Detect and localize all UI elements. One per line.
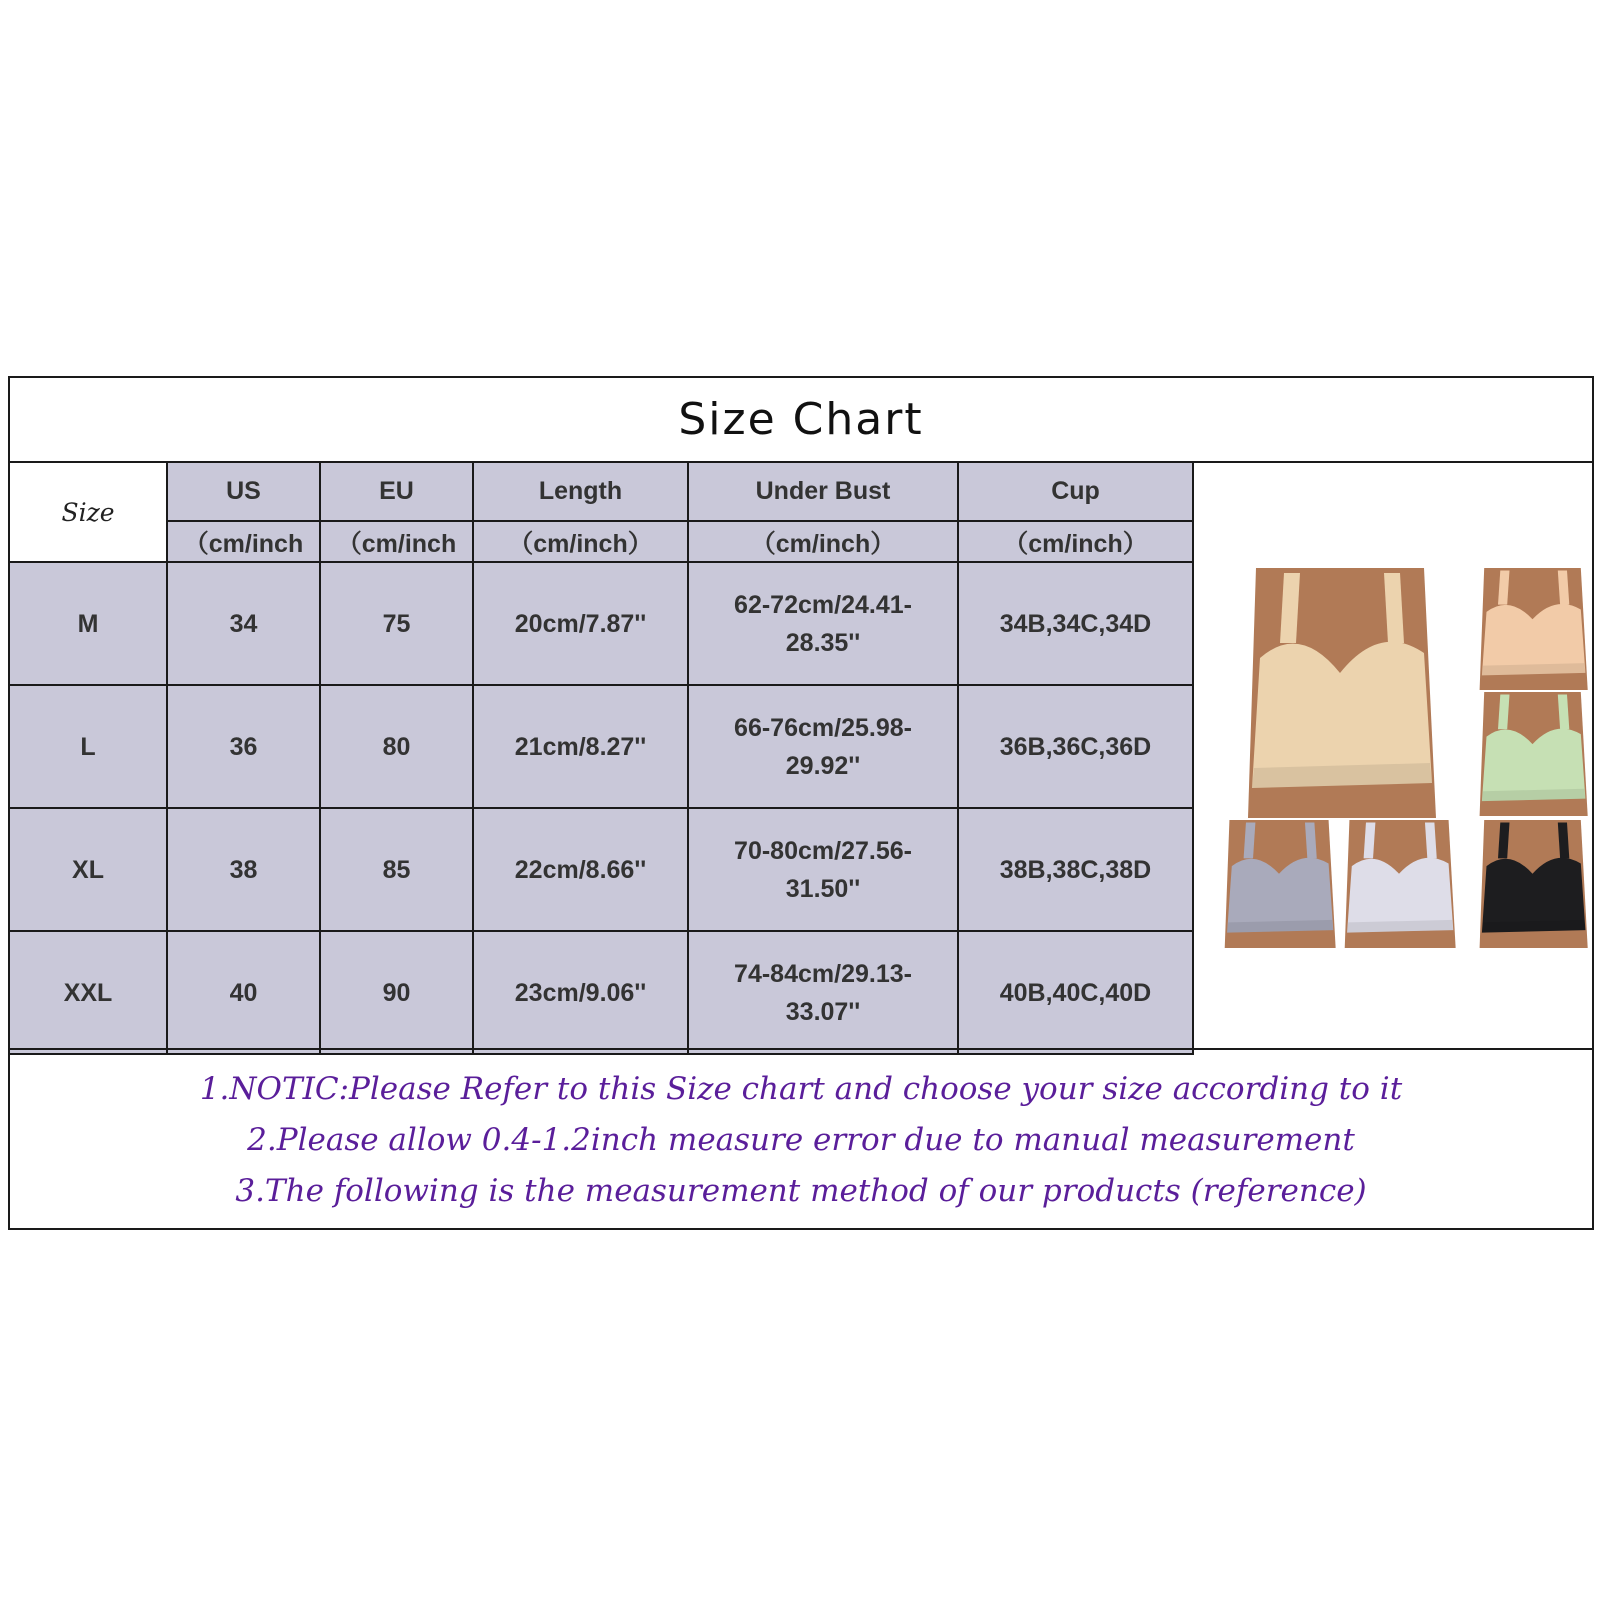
column-unit-cup: （cm/inch） — [958, 521, 1193, 562]
cell-size: M — [10, 562, 167, 685]
product-photo-grey — [1220, 820, 1338, 948]
cell-under-bust — [688, 931, 958, 1054]
product-photo-peach — [1475, 568, 1590, 690]
cell-cup: 40B,40C,40D — [958, 931, 1193, 1054]
cell-size: XXL — [10, 931, 167, 1054]
cell-eu: 90 — [320, 931, 473, 1054]
cell-under-bust — [688, 685, 958, 808]
cell-us: 38 — [167, 808, 320, 931]
bra-white-image — [1340, 820, 1458, 948]
column-unit-us: （cm/inch — [167, 521, 320, 562]
column-unit-eu: （cm/inch — [320, 521, 473, 562]
under-bust-line-2: 29.92'' — [785, 751, 861, 780]
under-bust-line-1: 66-76cm/25.98- — [734, 713, 912, 742]
cell-size: L — [10, 685, 167, 808]
bra-grey-image — [1220, 820, 1338, 948]
under-bust-line-2: 28.35'' — [785, 628, 861, 657]
table-header-row — [10, 463, 1193, 521]
cell-length: 21cm/8.27'' — [473, 685, 688, 808]
table-row — [10, 685, 1193, 808]
bra-black-image — [1475, 820, 1590, 948]
cell-length: 20cm/7.87'' — [473, 562, 688, 685]
note-line: 3.The following is the measurement method of our products (reference) — [235, 1172, 1367, 1209]
cell-us: 40 — [167, 931, 320, 1054]
under-bust-line-1: 74-84cm/29.13- — [734, 959, 912, 988]
cell-under-bust — [688, 808, 958, 931]
column-unit-under-bust: （cm/inch） — [688, 521, 958, 562]
bra-peach-image — [1475, 568, 1590, 690]
table-row — [10, 931, 1193, 1054]
product-photo-green — [1475, 692, 1590, 816]
bra-beige-image — [1240, 568, 1440, 818]
note-line: 1.NOTIC:Please Refer to this Size chart and choose your size according to it — [199, 1070, 1403, 1107]
table-row — [10, 808, 1193, 931]
column-header-length: Length — [473, 463, 688, 521]
size-table — [10, 463, 1194, 1055]
product-photo-collage — [1240, 568, 1590, 948]
column-header-under-bust: Under Bust — [688, 463, 958, 521]
size-column-header: Size — [10, 463, 167, 562]
product-photo-white — [1340, 820, 1458, 948]
cell-length: 22cm/8.66'' — [473, 808, 688, 931]
under-bust-line-2: 31.50'' — [785, 874, 861, 903]
table-row — [10, 562, 1193, 685]
page-title: Size Chart — [10, 378, 1592, 463]
cell-under-bust — [688, 562, 958, 685]
table-unit-row — [10, 521, 1193, 562]
product-photo-black — [1475, 820, 1590, 948]
cell-eu: 80 — [320, 685, 473, 808]
under-bust-line-2: 33.07'' — [785, 997, 861, 1026]
cell-length: 23cm/9.06'' — [473, 931, 688, 1054]
column-unit-length: （cm/inch） — [473, 521, 688, 562]
under-bust-line-1: 62-72cm/24.41- — [734, 590, 912, 619]
cell-cup: 36B,36C,36D — [958, 685, 1193, 808]
product-photo-beige — [1240, 568, 1440, 818]
cell-us: 34 — [167, 562, 320, 685]
cell-cup: 34B,34C,34D — [958, 562, 1193, 685]
cell-size: XL — [10, 808, 167, 931]
note-line: 2.Please allow 0.4-1.2inch measure error due to manual measurement — [247, 1121, 1355, 1158]
cell-eu: 85 — [320, 808, 473, 931]
column-header-us: US — [167, 463, 320, 521]
cell-eu: 75 — [320, 562, 473, 685]
under-bust-line-1: 70-80cm/27.56- — [734, 836, 912, 865]
size-chart — [8, 376, 1594, 1230]
bra-green-image — [1475, 692, 1590, 816]
column-header-cup: Cup — [958, 463, 1193, 521]
notes-section — [10, 1048, 1592, 1230]
cell-us: 36 — [167, 685, 320, 808]
cell-cup: 38B,38C,38D — [958, 808, 1193, 931]
column-header-eu: EU — [320, 463, 473, 521]
